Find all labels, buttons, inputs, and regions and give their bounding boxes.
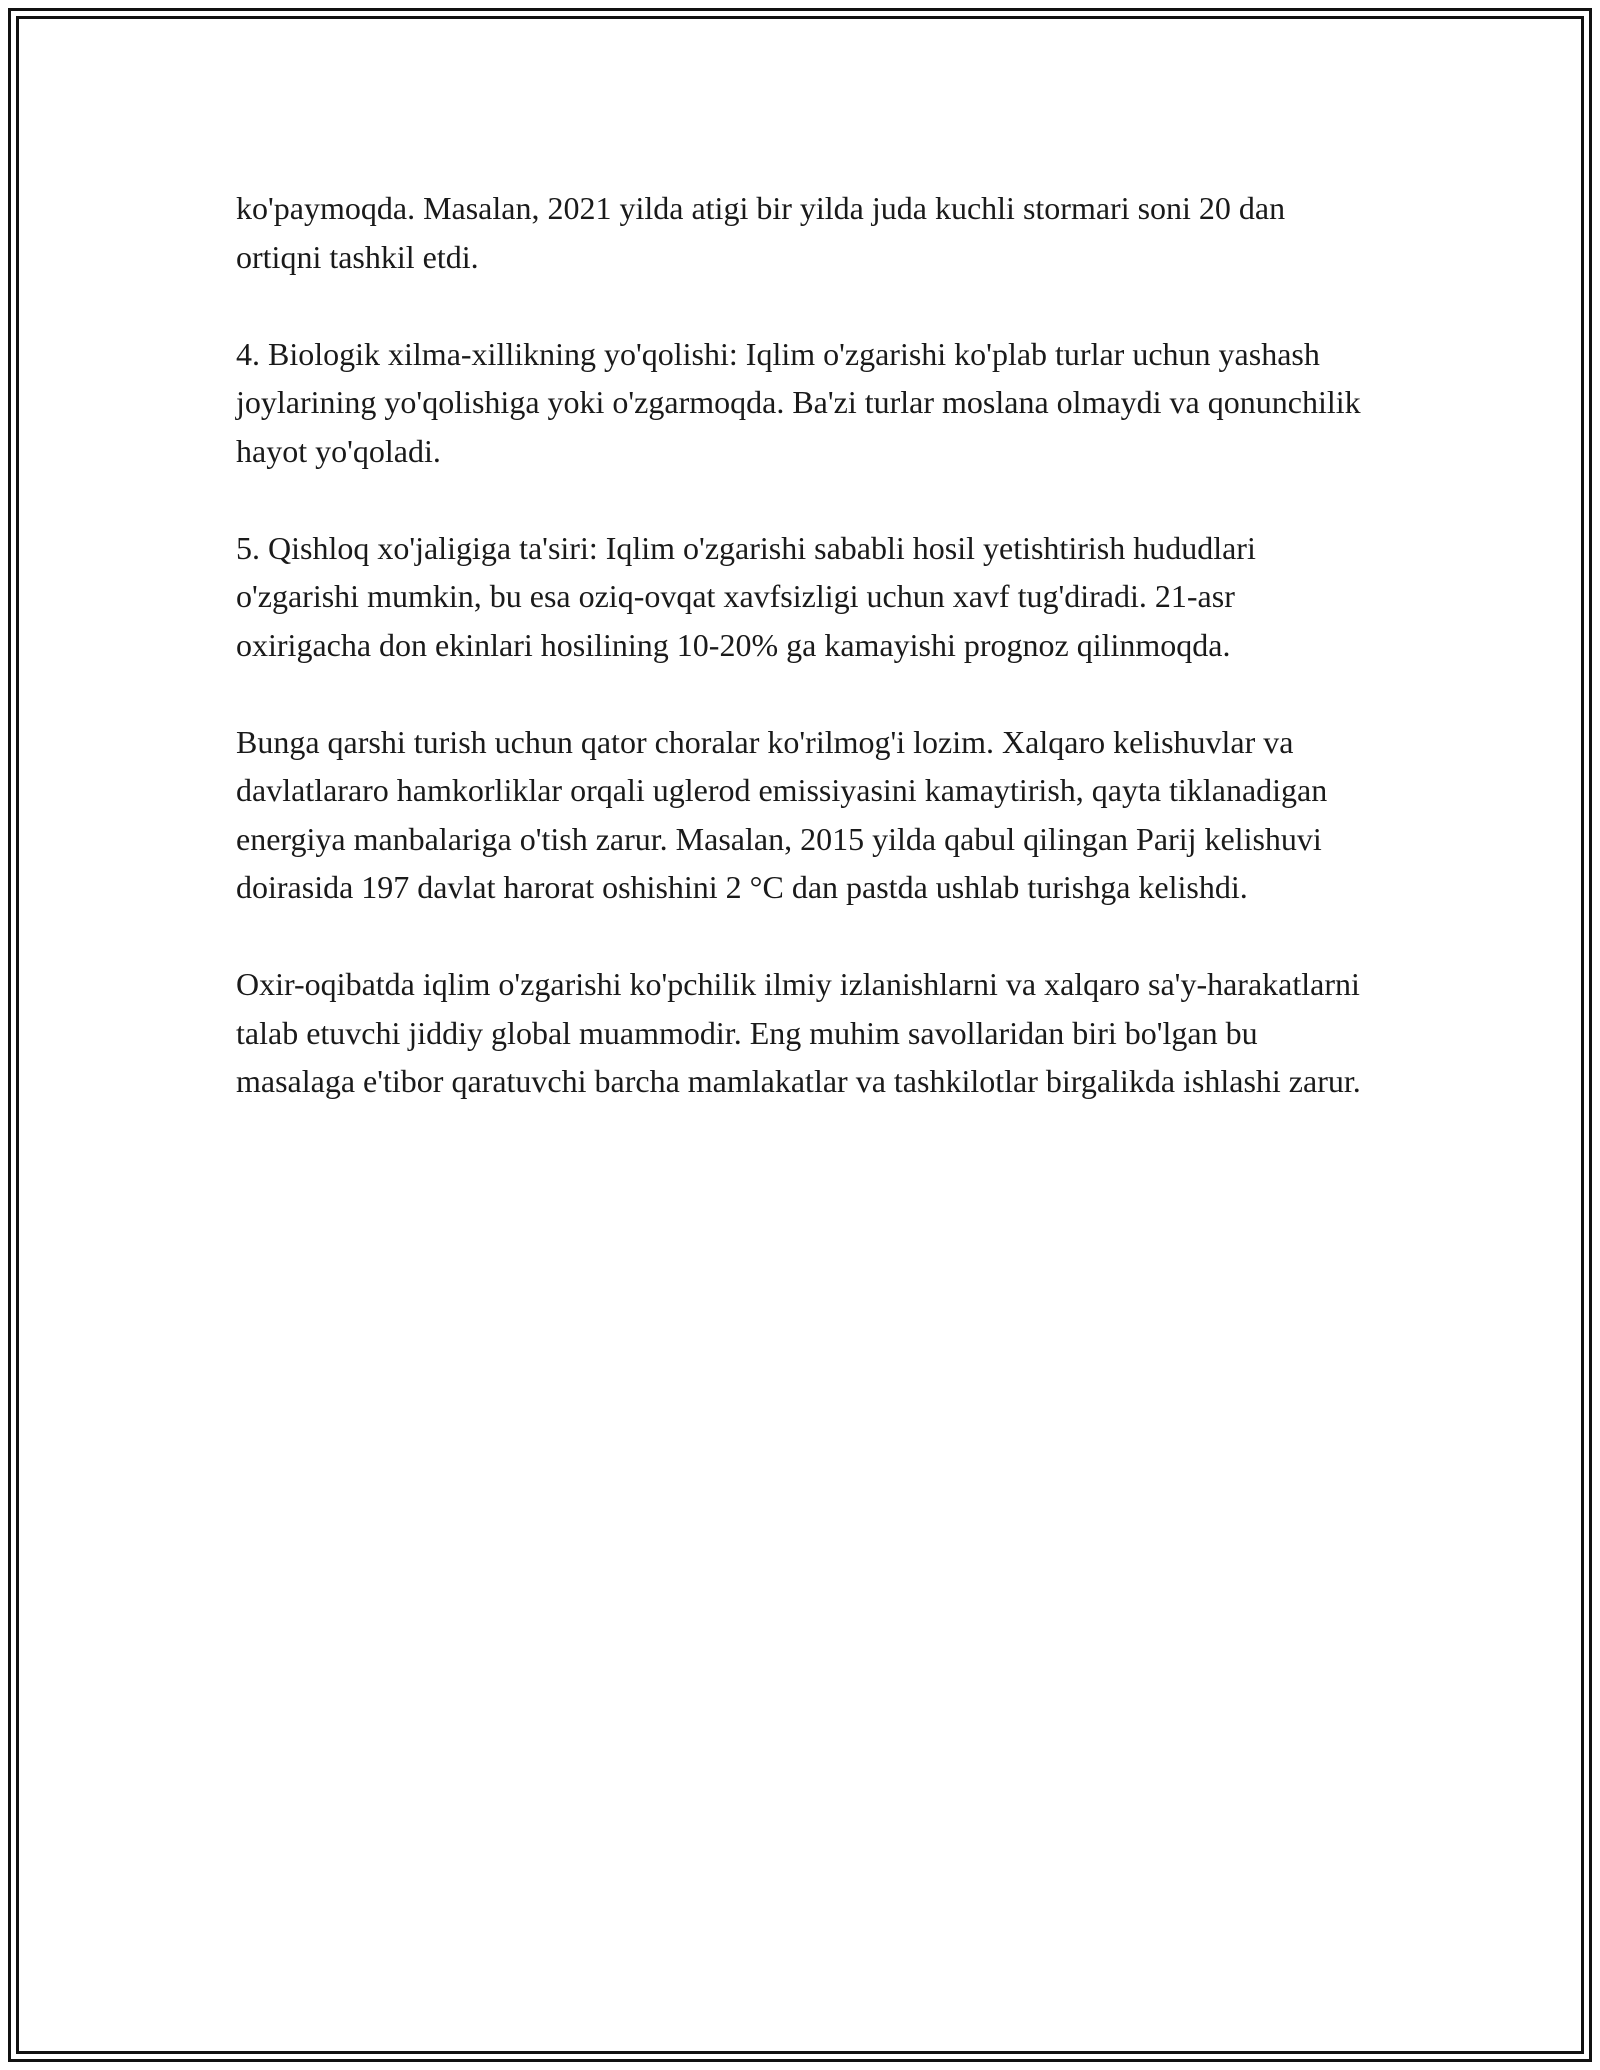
paragraph-conclusion: Oxir-oqibatda iqlim o'zgarishi ko'pchilik ilmiy izlanishlarni va xalqaro sa'y-harakatlarni talab etuvchi jiddiy global muammodir. Eng muhim savollaridan biri bo'lgan bu masalaga e'tibor qaratuvchi barcha mamlakatlar va tashkilotlar birgalikda ishlashi zarur. <box>236 966 1361 1099</box>
document-body <box>236 184 1366 1154</box>
paragraph-storms: ko'paymoqda. Masalan, 2021 yilda atigi bir yilda juda kuchli stormari soni 20 dan ortiqni tashkil etdi. <box>236 190 1286 275</box>
paragraph-agriculture-impact: 5. Qishloq xo'jaligiga ta'siri: Iqlim o'zgarishi sababli hosil yetishtirish hududlari o'zgarishi mumkin, bu esa oziq-ovqat xavfsizligi uchun xavf tug'diradi. 21-asr oxirigacha don ekinlari hosilining 10-20% ga kamayishi prognoz qilinmoqda. <box>236 529 1256 663</box>
paragraph-countermeasures: Bunga qarshi turish uchun qator choralar ko'rilmog'i lozim. Xalqaro kelishuvlar va davlatlararo hamkorliklar orqali uglerod emissiyasini kamaytirish, qayta tiklanadigan energiya manbalariga o'tish zarur. Masalan, 2015 yilda qabul qilingan Parij kelishuvi doirasida 197 davlat harorat oshishini 2 °C dan pastda ushlab turishga kelishdi. <box>236 723 1328 905</box>
paragraph-biodiversity-loss: 4. Biologik xilma-xillikning yo'qolishi: Iqlim o'zgarishi ko'plab turlar uchun yashash joylarining yo'qolishiga yoki o'zgarmoqda. Ba'zi turlar moslana olmaydi va qonunchilik hayot yo'qoladi. <box>236 335 1361 469</box>
